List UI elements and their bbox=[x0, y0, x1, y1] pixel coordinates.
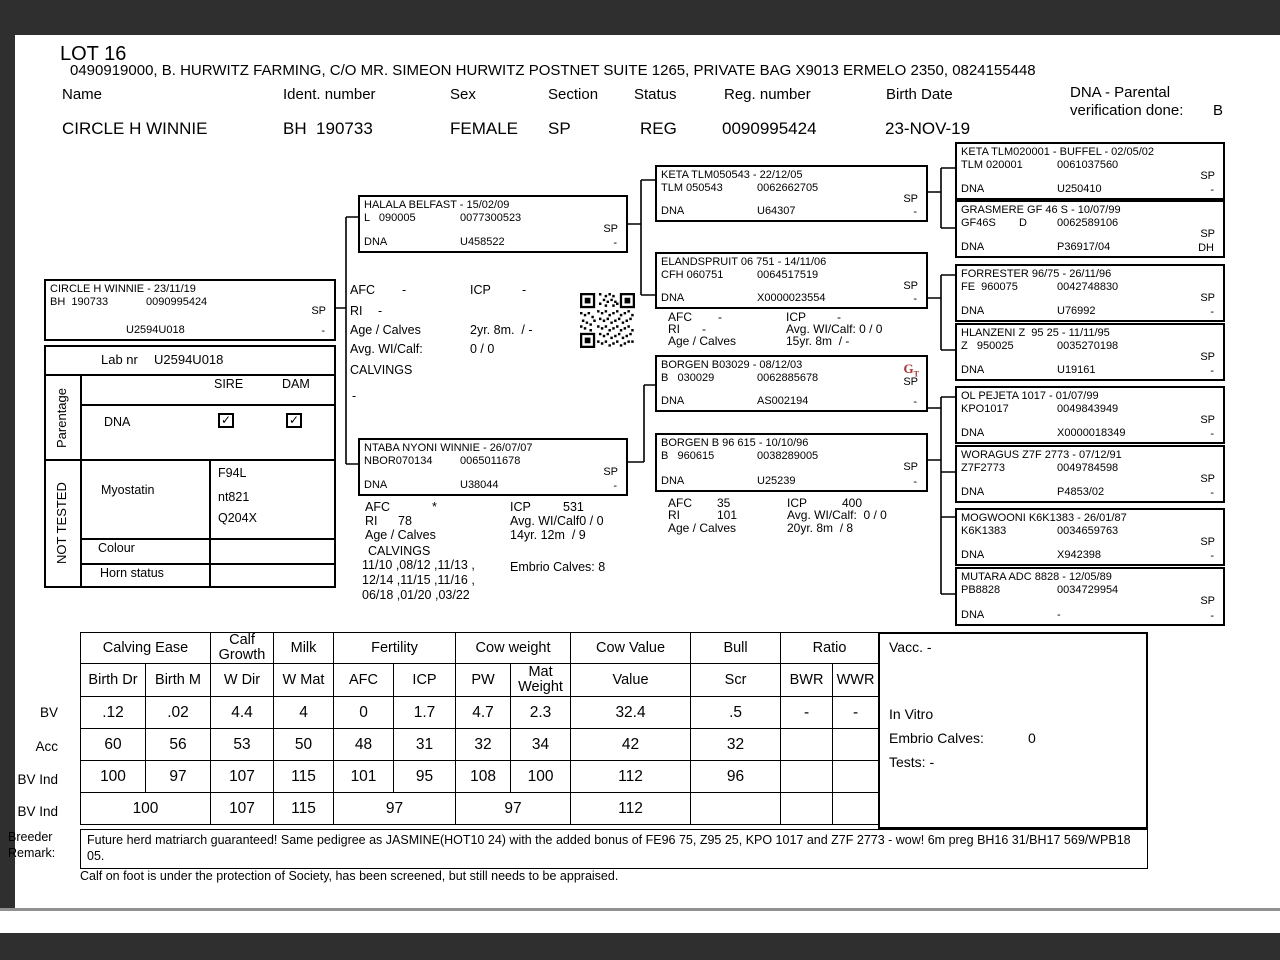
dd-afc-label: AFC bbox=[668, 496, 692, 510]
dna-label: DNA bbox=[961, 549, 985, 561]
pedigree-title: KETA TLM050543 - 22/12/05 bbox=[661, 169, 803, 181]
row-label-acc: Acc bbox=[35, 739, 58, 754]
bv-cell: - bbox=[833, 697, 879, 729]
pedigree-reg: 0038289005 bbox=[757, 450, 819, 462]
sire-column-header: SIRE bbox=[214, 377, 244, 391]
dd-icp-label: ICP bbox=[787, 496, 808, 510]
pedigree-box-ss bbox=[655, 165, 928, 222]
pedigree-dna-code: U250410 bbox=[1057, 183, 1102, 195]
qr-code bbox=[580, 293, 635, 348]
acc-cell: 60 bbox=[81, 729, 146, 761]
reg-label: Reg. number bbox=[724, 86, 811, 103]
ebv-bvind-grouped-row bbox=[81, 793, 879, 825]
pedigree-section: SP bbox=[903, 376, 918, 388]
sire-calvings-value: - bbox=[352, 389, 357, 403]
col-w-dir: W Dir bbox=[211, 664, 274, 697]
pedigree-id: BH 190733 bbox=[50, 296, 109, 308]
sire-afc-label: AFC bbox=[350, 283, 375, 297]
col-birth-dr: Birth Dr bbox=[81, 664, 146, 697]
table-line bbox=[80, 404, 334, 406]
pedigree-section: SP bbox=[311, 305, 326, 317]
dam-calvings-label: CALVINGS bbox=[368, 544, 431, 558]
pedigree-dna-code: U25239 bbox=[757, 475, 796, 487]
bvind-cell: 95 bbox=[394, 761, 456, 793]
pedigree-id: KPO1017 bbox=[961, 403, 1009, 415]
pedigree-section: SP bbox=[603, 466, 618, 478]
pedigree-reg: 0049843949 bbox=[1057, 403, 1119, 415]
footer-divider-line bbox=[0, 908, 1280, 911]
acc-cell: 31 bbox=[394, 729, 456, 761]
pedigree-section: SP bbox=[1200, 595, 1215, 607]
breeder-remark-label-line1: Breeder bbox=[8, 830, 53, 844]
breeder-remark-label-line2: Remark: bbox=[8, 846, 56, 860]
pedigree-box-sire bbox=[358, 195, 628, 253]
embrio-calves-label: Embrio Calves: bbox=[889, 730, 984, 746]
dna-label: DNA bbox=[364, 479, 388, 491]
dna-verification-label-line1: DNA - Parental bbox=[1070, 84, 1171, 101]
sd-icp-label: ICP bbox=[786, 310, 807, 324]
dna-label: DNA bbox=[364, 236, 388, 248]
pedigree-box-dd bbox=[655, 433, 928, 492]
bottom-border-bar bbox=[0, 933, 1280, 960]
acc-cell: 34 bbox=[511, 729, 571, 761]
pedigree-dna-code: U38044 bbox=[460, 479, 499, 491]
embrio-calves-value: 0 bbox=[1028, 730, 1036, 746]
pedigree-reg: 0035270198 bbox=[1057, 340, 1119, 352]
sex-value: FEMALE bbox=[450, 119, 519, 138]
dam-embrio-calves: Embrio Calves: 8 bbox=[510, 560, 606, 574]
pedigree-box-dss bbox=[955, 386, 1225, 444]
acc-cell: 42 bbox=[571, 729, 691, 761]
group-calving-ease: Calving Ease bbox=[81, 633, 211, 664]
breeder-remark-box bbox=[80, 829, 1148, 869]
dam-icp-value: 531 bbox=[563, 500, 584, 514]
bv-cell: 4.7 bbox=[456, 697, 511, 729]
pedigree-reg: 0065011678 bbox=[460, 455, 521, 467]
pedigree-title: NTABA NYONI WINNIE - 26/07/07 bbox=[364, 442, 533, 454]
pedigree-section: SP bbox=[1200, 228, 1215, 240]
dd-avg-wi: Avg. WI/Calf: 0 / 0 bbox=[787, 508, 887, 522]
pedigree-dna-code: - bbox=[1057, 609, 1061, 621]
birth-value: 23-NOV-19 bbox=[885, 119, 971, 138]
dd-afc-value: 35 bbox=[717, 496, 731, 510]
vacc-panel bbox=[878, 632, 1148, 829]
pedigree-reg: 0090995424 bbox=[146, 296, 208, 308]
sd-age-calves-value: 15yr. 8m / - bbox=[786, 334, 850, 348]
vacc-text: Vacc. - bbox=[889, 639, 932, 655]
bvind-cell bbox=[833, 761, 879, 793]
pedigree-id: NBOR070134 bbox=[364, 455, 433, 467]
pedigree-title: FORRESTER 96/75 - 26/11/96 bbox=[961, 268, 1112, 280]
dna-label: DNA bbox=[961, 305, 985, 317]
row-label-bvind: BV Ind bbox=[17, 772, 58, 787]
pedigree-id: TLM 020001 bbox=[961, 159, 1023, 171]
group-ratio: Ratio bbox=[781, 633, 879, 664]
pedigree-title: MUTARA ADC 8828 - 12/05/89 bbox=[961, 571, 1112, 583]
bv-cell: 1.7 bbox=[394, 697, 456, 729]
lab-nr-value: U2594U018 bbox=[154, 352, 224, 367]
col-value: Value bbox=[571, 664, 691, 697]
pedigree-mark: DH bbox=[1198, 242, 1214, 254]
row-label-bv: BV bbox=[39, 705, 58, 720]
pedigree-section: SP bbox=[1200, 536, 1215, 548]
pedigree-reg: 0062662705 bbox=[757, 182, 819, 194]
pedigree-title: HALALA BELFAST - 15/02/09 bbox=[364, 199, 510, 211]
pedigree-mark: - bbox=[321, 325, 325, 337]
sd-afc-label: AFC bbox=[668, 310, 692, 324]
bv-cell: .5 bbox=[691, 697, 781, 729]
dam-calvings-line: 12/14 ,11/15 ,11/16 , bbox=[362, 573, 475, 587]
pedigree-box-sds bbox=[955, 264, 1225, 322]
section-label: Section bbox=[548, 86, 599, 103]
sd-age-calves-label: Age / Calves bbox=[668, 334, 737, 348]
bvind2-cell: 107 bbox=[211, 793, 274, 825]
pedigree-mark: - bbox=[913, 206, 917, 218]
bv-cell: 4 bbox=[274, 697, 334, 729]
pedigree-dna-code: AS002194 bbox=[757, 395, 809, 407]
sire-dna-checkbox: ✓ bbox=[218, 413, 234, 428]
ebv-group-header-row bbox=[81, 633, 879, 664]
pedigree-id: Z7F2773 bbox=[961, 462, 1006, 474]
breeder-remark-text: Future herd matriarch guaranteed! Same pedigree as JASMINE(HOT10 24) with the added bonus of FE96 75, Z95 25, KPO 1017 and Z7F 2773 - wow! 6m preg BH16 31/BH17 569/WPB18 05. bbox=[87, 833, 1131, 863]
myostatin-value: F94L bbox=[218, 466, 247, 480]
acc-cell: 53 bbox=[211, 729, 274, 761]
pedigree-title: BORGEN B03029 - 08/12/03 bbox=[661, 359, 803, 371]
bv-cell: .02 bbox=[146, 697, 211, 729]
dna-label: DNA bbox=[961, 609, 985, 621]
dna-label: DNA bbox=[661, 205, 685, 217]
dd-age-calves-label: Age / Calves bbox=[668, 521, 737, 535]
pedigree-title: GRASMERE GF 46 S - 10/07/99 bbox=[961, 204, 1121, 216]
dam-column-header: DAM bbox=[282, 377, 310, 391]
pedigree-box-dds bbox=[955, 508, 1225, 566]
group-cow-weight: Cow weight bbox=[456, 633, 571, 664]
myostatin-value: Q204X bbox=[218, 511, 257, 525]
sd-afc-value: - bbox=[718, 310, 722, 324]
name-label: Name bbox=[62, 86, 103, 103]
top-border-bar bbox=[0, 0, 1280, 35]
dna-label: DNA bbox=[961, 486, 985, 498]
pedigree-reg: 0042748830 bbox=[1057, 281, 1119, 293]
table-line bbox=[80, 374, 82, 586]
dam-avg-wi: Avg. WI/Calf0 / 0 bbox=[510, 514, 604, 528]
col-birth-m: Birth M bbox=[146, 664, 211, 697]
sd-ri-label: RI bbox=[668, 322, 680, 336]
lot-number: LOT 16 bbox=[60, 43, 127, 65]
bvind-cell: 112 bbox=[571, 761, 691, 793]
table-line bbox=[46, 459, 334, 461]
pedigree-section: SP bbox=[1200, 351, 1215, 363]
dd-age-calves-value: 20yr. 8m / 8 bbox=[787, 521, 854, 535]
bvind-cell bbox=[781, 761, 833, 793]
table-line bbox=[80, 538, 334, 540]
bv-cell: .12 bbox=[81, 697, 146, 729]
acc-cell: 50 bbox=[274, 729, 334, 761]
bvind-cell: 107 bbox=[211, 761, 274, 793]
pedigree-section: SP bbox=[903, 193, 918, 205]
col-scr: Scr bbox=[691, 664, 781, 697]
dna-label: DNA bbox=[661, 292, 685, 304]
pedigree-id: TLM 050543 bbox=[661, 182, 723, 194]
pedigree-title: WORAGUS Z7F 2773 - 07/12/91 bbox=[961, 449, 1122, 461]
bvind2-cell bbox=[691, 793, 781, 825]
dna-row-label: DNA bbox=[104, 415, 131, 429]
pedigree-title: OL PEJETA 1017 - 01/07/99 bbox=[961, 390, 1099, 402]
dam-ri-label: RI bbox=[365, 514, 378, 528]
bvind-cell: 96 bbox=[691, 761, 781, 793]
pedigree-reg: 0061037560 bbox=[1057, 159, 1119, 171]
col-pw: PW bbox=[456, 664, 511, 697]
dna-label: DNA bbox=[961, 427, 985, 439]
colour-label: Colour bbox=[98, 541, 135, 555]
pedigree-dna-code: P36917/04 bbox=[1057, 241, 1111, 253]
ident-value: BH 190733 bbox=[283, 119, 373, 138]
sex-label: Sex bbox=[450, 86, 476, 103]
dam-afc-value: * bbox=[432, 500, 437, 514]
pedigree-dna-code: U64307 bbox=[757, 205, 796, 217]
pedigree-reg: 0062589106 bbox=[1057, 217, 1119, 229]
bv-cell: 4.4 bbox=[211, 697, 274, 729]
pedigree-reg: 0034659763 bbox=[1057, 525, 1119, 537]
pedigree-title: MOGWOONI K6K1383 - 26/01/87 bbox=[961, 512, 1127, 524]
dna-label: DNA bbox=[961, 183, 985, 195]
pedigree-mark: - bbox=[613, 480, 617, 492]
pedigree-mark: - bbox=[1210, 550, 1214, 562]
dam-icp-label: ICP bbox=[510, 500, 531, 514]
bvind2-cell bbox=[781, 793, 833, 825]
pedigree-mark: - bbox=[1210, 184, 1214, 196]
acc-cell: 56 bbox=[146, 729, 211, 761]
pedigree-mark: - bbox=[913, 293, 917, 305]
pedigree-mark: - bbox=[613, 237, 617, 249]
col-wwr: WWR bbox=[833, 664, 879, 697]
bvind2-cell: 97 bbox=[456, 793, 571, 825]
dam-afc-label: AFC bbox=[365, 500, 390, 514]
bvind-cell: 97 bbox=[146, 761, 211, 793]
pedigree-mark: - bbox=[913, 476, 917, 488]
dam-calvings-line: 06/18 ,01/20 ,03/22 bbox=[362, 588, 470, 602]
pedigree-box-dam bbox=[358, 438, 628, 496]
pedigree-id: FE 960075 bbox=[961, 281, 1018, 293]
bvind-cell: 100 bbox=[511, 761, 571, 793]
bv-cell: - bbox=[781, 697, 833, 729]
birth-label: Birth Date bbox=[886, 86, 953, 103]
pedigree-dna-code: X0000018349 bbox=[1057, 427, 1126, 439]
sire-icp-label: ICP bbox=[470, 283, 491, 297]
sire-calvings-label: CALVINGS bbox=[350, 363, 413, 377]
sd-icp-value: - bbox=[837, 310, 841, 324]
pedigree-box-ds bbox=[655, 355, 928, 412]
pedigree-title: HLANZENI Z 95 25 - 11/11/95 bbox=[961, 327, 1110, 339]
gt-logo-icon: $G_T$ bbox=[903, 361, 919, 379]
group-bull: Bull bbox=[691, 633, 781, 664]
sire-age-calves-label: Age / Calves bbox=[350, 323, 421, 337]
bvind-cell: 115 bbox=[274, 761, 334, 793]
acc-cell: 48 bbox=[334, 729, 394, 761]
pedigree-dna-code: U458522 bbox=[460, 236, 505, 248]
pedigree-reg: 0049784598 bbox=[1057, 462, 1119, 474]
pedigree-box-sd bbox=[655, 252, 928, 309]
pedigree-mark: - bbox=[1210, 365, 1214, 377]
reg-value: 0090995424 bbox=[722, 119, 817, 138]
myostatin-value: nt821 bbox=[218, 490, 250, 504]
dam-age-calves-value: 14yr. 12m / 9 bbox=[510, 528, 586, 542]
dd-ri-label: RI bbox=[668, 508, 680, 522]
col-w-mat: W Mat bbox=[274, 664, 334, 697]
not-tested-section-label: NOT TESTED bbox=[54, 482, 69, 564]
dna-label: DNA bbox=[961, 364, 985, 376]
pedigree-title: ELANDSPRUIT 06 751 - 14/11/06 bbox=[661, 256, 827, 268]
sire-age-calves-value: 2yr. 8m. / - bbox=[470, 323, 533, 337]
bvind2-cell: 100 bbox=[81, 793, 211, 825]
bvind2-cell: 112 bbox=[571, 793, 691, 825]
sire-avg-wi-label: Avg. WI/Calf: bbox=[350, 342, 423, 356]
sire-icp-value: - bbox=[522, 283, 527, 297]
pedigree-section: SP bbox=[603, 223, 618, 235]
pedigree-section: SP bbox=[903, 280, 918, 292]
group-calf-growth: Calf Growth bbox=[211, 633, 274, 664]
dna-label: DNA bbox=[661, 395, 685, 407]
table-line bbox=[80, 563, 334, 565]
tests-text: Tests: - bbox=[889, 754, 935, 770]
col-mat-weight: Mat Weight bbox=[511, 664, 571, 697]
bvind2-cell: 97 bbox=[334, 793, 456, 825]
status-label: Status bbox=[634, 86, 677, 103]
pedigree-reg: 0064517519 bbox=[757, 269, 819, 281]
pedigree-dna-code: U19161 bbox=[1057, 364, 1096, 376]
pedigree-id: K6K1383 bbox=[961, 525, 1007, 537]
dna-verification-value: B bbox=[1213, 102, 1224, 119]
pedigree-section: SP bbox=[1200, 414, 1215, 426]
dd-ri-value: 101 bbox=[717, 508, 738, 522]
ebv-subheader-row bbox=[81, 664, 879, 697]
pedigree-box-sdd bbox=[955, 323, 1225, 381]
bvind2-cell bbox=[833, 793, 879, 825]
pedigree-reg: 0034729954 bbox=[1057, 584, 1119, 596]
bv-cell: 32.4 bbox=[571, 697, 691, 729]
col-bwr: BWR bbox=[781, 664, 833, 697]
ebv-bvind-row bbox=[81, 761, 879, 793]
sire-afc-value: - bbox=[402, 283, 407, 297]
lab-nr-label: Lab nr bbox=[101, 352, 138, 367]
section-value: SP bbox=[548, 119, 571, 138]
table-line bbox=[209, 459, 211, 586]
ident-label: Ident. number bbox=[283, 86, 376, 103]
sire-avg-wi-value: 0 / 0 bbox=[470, 342, 495, 356]
pedigree-box-ddd bbox=[955, 567, 1225, 626]
pedigree-box-sss bbox=[955, 142, 1225, 200]
acc-cell: 32 bbox=[456, 729, 511, 761]
dna-label: DNA bbox=[961, 241, 985, 253]
status-value: REG bbox=[640, 119, 677, 138]
bvind-cell: 101 bbox=[334, 761, 394, 793]
col-afc: AFC bbox=[334, 664, 394, 697]
dam-calvings-line: 11/10 ,08/12 ,11/13 , bbox=[362, 558, 475, 572]
animal-name-value: CIRCLE H WINNIE bbox=[62, 119, 208, 138]
in-vitro-text: In Vitro bbox=[889, 706, 934, 722]
pedigree-id: L 090005 bbox=[364, 212, 416, 224]
horn-status-label: Horn status bbox=[100, 566, 164, 580]
myostatin-label: Myostatin bbox=[101, 483, 155, 497]
sd-ri-value: - bbox=[702, 322, 706, 336]
pedigree-box-subject bbox=[44, 279, 336, 341]
bv-cell: 0 bbox=[334, 697, 394, 729]
pedigree-id: B 030029 bbox=[661, 372, 715, 384]
pedigree-mark: - bbox=[1210, 428, 1214, 440]
bvind-cell: 100 bbox=[81, 761, 146, 793]
sire-ri-value: - bbox=[378, 304, 383, 318]
pedigree-box-ssd bbox=[955, 200, 1225, 258]
sd-avg-wi: Avg. WI/Calf: 0 / 0 bbox=[786, 322, 883, 336]
pedigree-reg: 0062885678 bbox=[757, 372, 819, 384]
bv-cell: 2.3 bbox=[511, 697, 571, 729]
bvind2-cell: 115 bbox=[274, 793, 334, 825]
pedigree-title: BORGEN B 96 615 - 10/10/96 bbox=[661, 437, 809, 449]
dam-age-calves-label: Age / Calves bbox=[365, 528, 436, 542]
ebv-bv-row bbox=[81, 697, 879, 729]
pedigree-section: SP bbox=[1200, 292, 1215, 304]
pedigree-reg: 0077300523 bbox=[460, 212, 522, 224]
pedigree-title: KETA TLM020001 - BUFFEL - 02/05/02 bbox=[961, 146, 1155, 158]
breeder-address-line: 0490919000, B. HURWITZ FARMING, C/O MR. SIMEON HURWITZ POSTNET SUITE 1265, PRIVATE BAG X9013 ERMELO 2350, 0824155448 bbox=[70, 62, 1036, 79]
acc-cell: 32 bbox=[691, 729, 781, 761]
pedigree-section: SP bbox=[903, 461, 918, 473]
pedigree-id: Z 950025 bbox=[961, 340, 1014, 352]
row-label-bvind2: BV Ind bbox=[17, 804, 58, 819]
pedigree-section: SP bbox=[1200, 170, 1215, 182]
dna-label: DNA bbox=[661, 475, 685, 487]
group-cow-value: Cow Value bbox=[571, 633, 691, 664]
pedigree-dna-code: X942398 bbox=[1057, 549, 1102, 561]
pedigree-id: CFH 060751 bbox=[661, 269, 724, 281]
dam-ri-value: 78 bbox=[398, 514, 412, 528]
pedigree-dna-code: X0000023554 bbox=[757, 292, 826, 304]
pedigree-box-dsd bbox=[955, 445, 1225, 503]
pedigree-mark: - bbox=[913, 396, 917, 408]
table-line bbox=[46, 374, 334, 376]
pedigree-id: B 960615 bbox=[661, 450, 715, 462]
pedigree-mark: - bbox=[1210, 487, 1214, 499]
col-icp: ICP bbox=[394, 664, 456, 697]
parentage-section-label: Parentage bbox=[54, 388, 69, 448]
dam-dna-checkbox: ✓ bbox=[286, 413, 302, 428]
pedigree-dna-code: U2594U018 bbox=[126, 324, 185, 336]
ebv-table bbox=[80, 632, 879, 825]
pedigree-id: PB8828 bbox=[961, 584, 1001, 596]
society-footnote: Calf on foot is under the protection of Society, has been screened, but still needs to be appraised. bbox=[80, 869, 619, 883]
bvind-cell: 108 bbox=[456, 761, 511, 793]
lab-test-table bbox=[44, 345, 336, 588]
acc-cell bbox=[833, 729, 879, 761]
pedigree-dna-code: P4853/02 bbox=[1057, 486, 1105, 498]
group-milk: Milk bbox=[274, 633, 334, 664]
group-fertility: Fertility bbox=[334, 633, 456, 664]
dna-verification-label-line2: verification done: bbox=[1070, 102, 1184, 119]
pedigree-id: GF46S bbox=[961, 217, 996, 229]
sire-ri-label: RI bbox=[350, 304, 363, 318]
pedigree-suffix: D bbox=[1019, 217, 1027, 229]
ebv-acc-row bbox=[81, 729, 879, 761]
acc-cell bbox=[781, 729, 833, 761]
pedigree-dna-code: U76992 bbox=[1057, 305, 1096, 317]
pedigree-mark: - bbox=[1210, 306, 1214, 318]
dd-icp-value: 400 bbox=[842, 496, 863, 510]
pedigree-title: CIRCLE H WINNIE - 23/11/19 bbox=[50, 283, 196, 295]
pedigree-section: SP bbox=[1200, 473, 1215, 485]
pedigree-mark: - bbox=[1210, 610, 1214, 622]
